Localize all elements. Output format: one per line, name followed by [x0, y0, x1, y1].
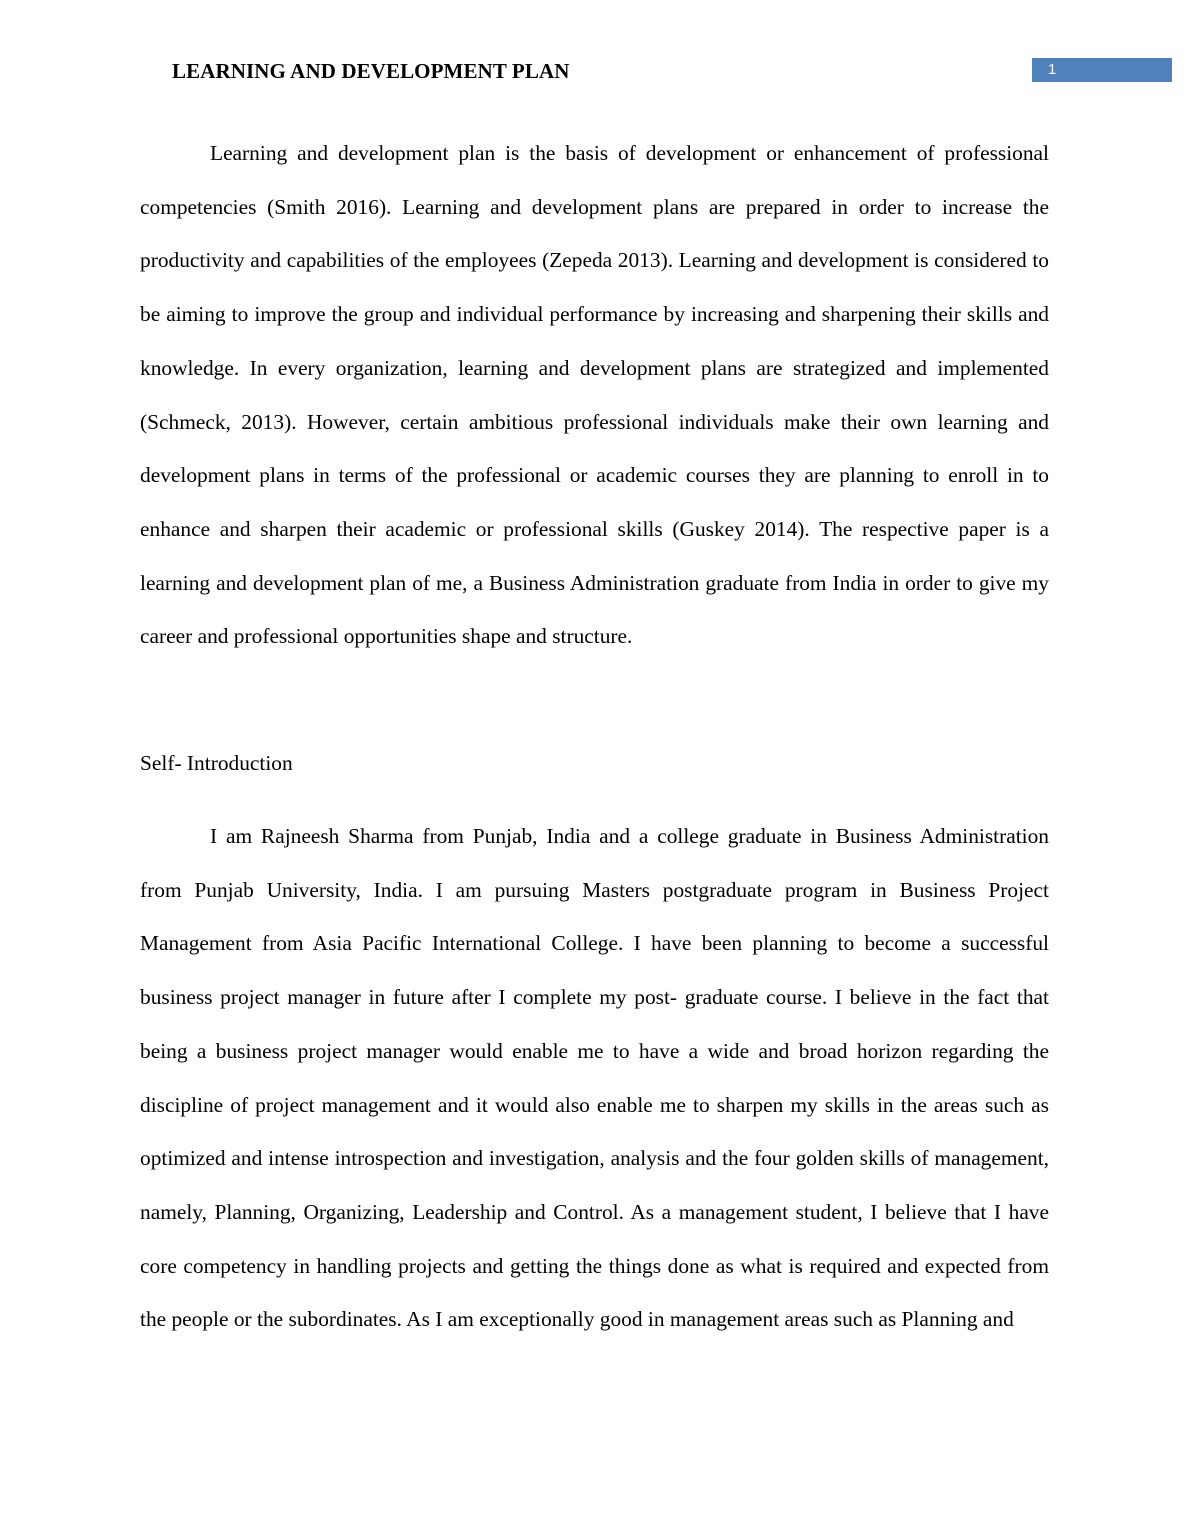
- section-heading: Self- Introduction: [140, 751, 293, 775]
- page-number: 1: [1048, 61, 1057, 78]
- page-number-badge: [1032, 58, 1172, 82]
- body-paragraph-self-introduction: I am Rajneesh Sharma from Punjab, India and a college graduate in Business Administration from Punjab University, India. I am pursuing Masters postgraduate program in Business Project Management from Asia Pacific International College. I have been planning to become a successful business project manager in future after I complete my post- graduate course. I believe in the fact that being a business project manager would enable me to have a wide and broad horizon regarding the discipline of project management and it would also enable me to sharpen my skills in the areas such as optimized and intense introspection and investigation, analysis and the four golden skills of management, namely, Planning, Organizing, Leadership and Control. As a management student, I believe that I have core competency in handling projects and getting the things done as what is required and expected from the people or the subordinates. As I am exceptionally good in management areas such as Planning and: [140, 824, 1049, 1332]
- body-paragraph-intro: Learning and development plan is the basis of development or enhancement of professional competencies (Smith 2016). Learning and development plans are prepared in order to increase the productivity and capabilities of the employees (Zepeda 2013). Learning and development is considered to be aiming to improve the group and individual performance by increasing and sharpening their skills and knowledge. In every organization, learning and development plans are strategized and implemented (Schmeck, 2013). However, certain ambitious professional individuals make their own learning and development plans in terms of the professional or academic courses they are planning to enroll in to enhance and sharpen their academic or professional skills (Guskey 2014). The respective paper is a learning and development plan of me, a Business Administration graduate from India in order to give my career and professional opportunities shape and structure.: [140, 141, 1049, 649]
- running-head: LEARNING AND DEVELOPMENT PLAN: [172, 59, 570, 83]
